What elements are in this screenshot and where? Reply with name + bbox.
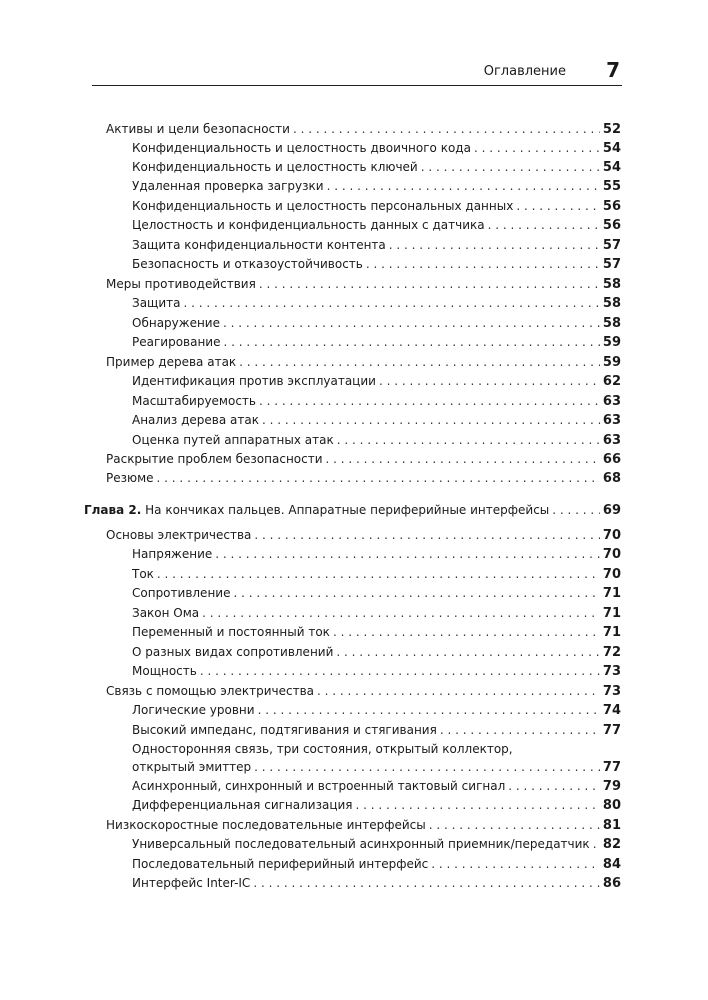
toc-entry[interactable]	[132, 178, 621, 195]
toc-entry-title: Защита конфиденциальности контента	[132, 238, 386, 252]
toc-entry-page: 54	[602, 141, 621, 156]
toc-entry-page: 82	[602, 837, 621, 852]
leader-dots	[215, 546, 600, 562]
toc-entry-page: 70	[602, 547, 621, 562]
toc-entry-page: 54	[602, 160, 621, 175]
toc-entry[interactable]	[132, 432, 621, 449]
leader-dots	[474, 140, 600, 156]
leader-dots	[262, 412, 600, 428]
leader-dots	[239, 354, 600, 370]
leader-dots	[254, 527, 600, 543]
leader-dots	[508, 778, 600, 794]
toc-entry[interactable]	[132, 373, 621, 390]
leader-dots	[223, 315, 600, 331]
toc-entry-title: Связь с помощью электричества	[106, 684, 315, 698]
leader-dots	[327, 178, 600, 194]
toc-entry[interactable]	[106, 817, 621, 834]
toc-entry[interactable]	[106, 451, 621, 468]
toc-entry-page: 79	[602, 779, 621, 794]
toc-entry[interactable]	[132, 585, 621, 602]
toc-entry[interactable]	[132, 295, 621, 312]
leader-dots	[259, 276, 600, 292]
leader-dots	[516, 198, 600, 214]
toc-entry-page: 58	[602, 316, 621, 331]
toc-entry-title: Резюме	[106, 471, 154, 485]
toc-entry-page: 70	[602, 528, 621, 543]
chapter-number: Глава 2.	[84, 503, 142, 517]
toc-entry[interactable]	[132, 778, 621, 795]
toc-entry-page: 68	[602, 471, 621, 486]
toc-entry-title: Асинхронный, синхронный и встроенный тактовый сигнал	[132, 779, 506, 793]
toc-entry-page: 80	[602, 798, 621, 813]
toc-entry-title: Логические уровни	[132, 703, 255, 717]
toc-entry-page: 66	[602, 452, 621, 467]
toc-entry-title: Реагирование	[132, 335, 221, 349]
toc-entry[interactable]	[106, 354, 621, 371]
toc-entry[interactable]	[132, 722, 621, 739]
leader-dots	[336, 644, 600, 660]
toc-entry[interactable]	[106, 527, 621, 544]
toc-entry-title: Конфиденциальность и целостность ключей	[132, 160, 418, 174]
toc-entry-title: Ток	[132, 567, 154, 581]
leader-dots	[224, 334, 600, 350]
leader-dots	[253, 875, 600, 891]
toc-entry-title: Идентификация против эксплуатации	[132, 374, 376, 388]
toc-entry-page: 84	[602, 857, 621, 872]
toc-entry[interactable]	[132, 836, 621, 853]
toc-entry-title: На кончиках пальцев. Аппаратные периферийные интерфейсы	[145, 503, 550, 517]
leader-dots	[254, 759, 600, 775]
toc-entry[interactable]	[132, 605, 621, 622]
toc-entry-title: Закон Ома	[132, 606, 200, 620]
leader-dots	[184, 295, 600, 311]
toc-entry-title: Переменный и постоянный ток	[132, 625, 330, 639]
leader-dots	[389, 237, 600, 253]
leader-dots	[326, 451, 600, 467]
leader-dots	[488, 217, 600, 233]
toc-entry-title: Интерфейс Inter-IC	[132, 876, 251, 890]
toc-entry-page: 74	[602, 703, 621, 718]
toc-entry-page: 52	[602, 122, 621, 137]
leader-dots	[429, 817, 600, 833]
leader-dots	[337, 432, 600, 448]
running-header	[92, 58, 622, 84]
leader-dots	[200, 663, 600, 679]
toc-entry-title: Низкоскоростные последовательные интерфейсы	[106, 818, 426, 832]
toc-entry-title: О разных видах сопротивлений	[132, 645, 334, 659]
toc-entry[interactable]	[132, 663, 621, 680]
toc-entry-title: Мощность	[132, 664, 197, 678]
toc-entry[interactable]	[106, 276, 621, 293]
toc-entry-title: Защита	[132, 296, 181, 310]
toc-entry[interactable]	[132, 237, 621, 254]
toc-entry[interactable]	[132, 412, 621, 429]
toc-entry[interactable]	[132, 797, 621, 814]
toc-entry[interactable]	[132, 759, 621, 776]
toc-entry-title-line1[interactable]: Односторонняя связь, три состояния, открытый коллектор,	[132, 742, 513, 756]
leader-dots	[379, 373, 600, 389]
toc-entry-title: Удаленная проверка загрузки	[132, 179, 324, 193]
toc-entry-page: 57	[602, 238, 621, 253]
toc-entry-page: 56	[602, 199, 621, 214]
toc-entry-title: Меры противодействия	[106, 277, 256, 291]
toc-entry-page: 71	[602, 625, 621, 640]
toc-entry[interactable]	[132, 566, 621, 583]
leader-dots	[157, 470, 600, 486]
toc-entry-page: 56	[602, 218, 621, 233]
leader-dots	[440, 722, 600, 738]
toc-entry[interactable]	[132, 198, 621, 215]
toc-entry-title: Конфиденциальность и целостность персональных данных	[132, 199, 514, 213]
toc-entry-title: Сопротивление	[132, 586, 231, 600]
toc-entry-title: Оценка путей аппаратных атак	[132, 433, 334, 447]
toc-entry-page: 63	[602, 433, 621, 448]
toc-entry[interactable]	[132, 217, 621, 234]
leader-dots	[333, 624, 600, 640]
leader-dots	[366, 256, 600, 272]
toc-entry-page: 62	[602, 374, 621, 389]
toc-entry[interactable]	[106, 470, 621, 487]
leader-dots	[202, 605, 600, 621]
toc-chapter-entry[interactable]	[84, 502, 621, 519]
toc-entry-page: 72	[602, 645, 621, 660]
leader-dots	[259, 393, 600, 409]
toc-entry-page: 58	[602, 277, 621, 292]
toc-entry[interactable]	[132, 334, 621, 351]
leader-dots	[421, 159, 600, 175]
toc-entry-title: Высокий импеданс, подтягивания и стягивания	[132, 723, 437, 737]
toc-entry-title: Обнаружение	[132, 316, 220, 330]
toc-entry-title: Целостность и конфиденциальность данных с датчика	[132, 218, 485, 232]
toc-entry-title: Активы и цели безопасности	[106, 122, 290, 136]
header-rule	[92, 85, 622, 86]
toc-entry-title: Основы электричества	[106, 528, 252, 542]
toc-entry[interactable]	[132, 315, 621, 332]
leader-dots	[157, 566, 600, 582]
leader-dots	[552, 502, 600, 518]
toc-entry-page: 57	[602, 257, 621, 272]
toc-entry[interactable]	[132, 256, 621, 273]
toc-entry-page: 69	[602, 503, 621, 518]
toc-entry-title: Последовательный периферийный интерфейс	[132, 857, 429, 871]
leader-dots	[258, 702, 600, 718]
toc-entry[interactable]	[132, 140, 621, 157]
page-number: 7	[606, 58, 620, 82]
toc-entry-page: 77	[602, 723, 621, 738]
toc-entry-title: Дифференциальная сигнализация	[132, 798, 353, 812]
toc-entry-title: Пример дерева атак	[106, 355, 237, 369]
toc-entry-title: Раскрытие проблем безопасности	[106, 452, 323, 466]
toc-entry-title: Конфиденциальность и целостность двоичного кода	[132, 141, 471, 155]
toc-entry[interactable]	[132, 546, 621, 563]
toc-entry-title: Универсальный последовательный асинхронный приемник/передатчик	[132, 837, 590, 851]
leader-dots	[431, 856, 600, 872]
toc-entry-page: 59	[602, 335, 621, 350]
toc-entry-page: 59	[602, 355, 621, 370]
toc-entry-page: 71	[602, 586, 621, 601]
leader-dots	[293, 121, 600, 137]
toc-entry-page: 63	[602, 413, 621, 428]
toc-entry-page: 55	[602, 179, 621, 194]
toc-entry-page: 71	[602, 606, 621, 621]
toc-entry-page: 70	[602, 567, 621, 582]
toc-entry-page: 73	[602, 684, 621, 699]
toc-entry-title: Безопасность и отказоустойчивость	[132, 257, 363, 271]
toc-entry[interactable]	[132, 875, 621, 892]
toc-entry[interactable]	[132, 159, 621, 176]
toc-entry[interactable]	[132, 856, 621, 873]
toc-entry-title: Напряжение	[132, 547, 213, 561]
toc-entry-page: 77	[602, 760, 621, 775]
toc-entry[interactable]	[132, 393, 621, 410]
toc-entry[interactable]	[106, 683, 621, 700]
section-title: Оглавление	[483, 64, 566, 79]
toc-entry-page: 63	[602, 394, 621, 409]
toc-entry-page: 73	[602, 664, 621, 679]
leader-dots	[593, 836, 600, 852]
toc-entry[interactable]	[132, 702, 621, 719]
leader-dots	[233, 585, 599, 601]
toc-entry-title: открытый эмиттер	[132, 760, 252, 774]
toc-entry-title: Масштабируемость	[132, 394, 256, 408]
toc-entry-title: Анализ дерева атак	[132, 413, 259, 427]
toc-entry[interactable]	[132, 624, 621, 641]
leader-dots	[356, 797, 600, 813]
leader-dots	[317, 683, 600, 699]
toc-entry-page: 58	[602, 296, 621, 311]
toc-entry-page: 81	[602, 818, 621, 833]
toc-entry-page: 86	[602, 876, 621, 891]
toc-entry[interactable]	[132, 644, 621, 661]
toc-entry[interactable]	[106, 121, 621, 138]
